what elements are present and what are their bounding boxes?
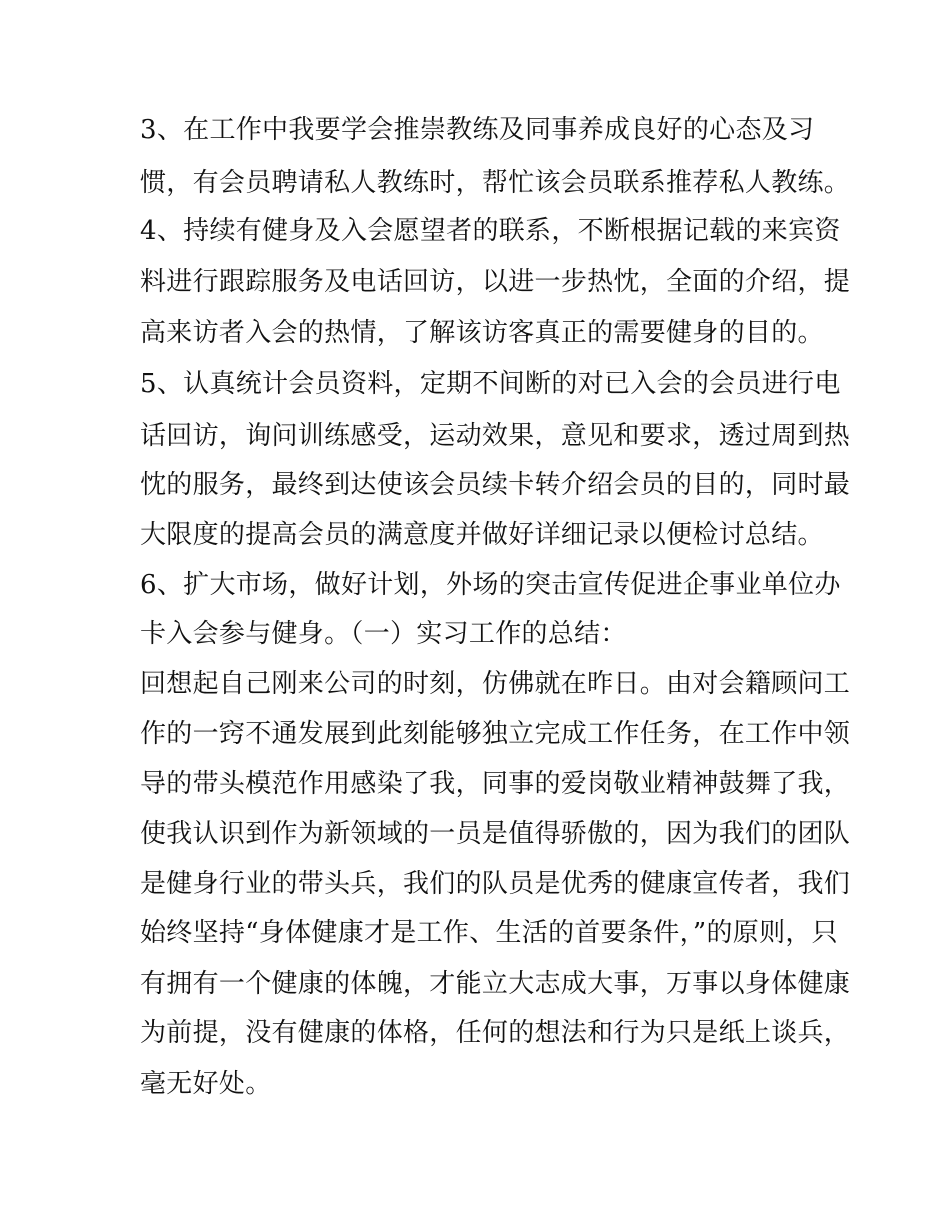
text-line-11: 卡入会参与健身。（一）实习工作的总结： [140,619,627,649]
text-line-9: 大限度的提高会员的满意度并做好详细记录以便检讨总结。 [140,520,824,550]
text-line-5: 高来访者入会的热情，了解该访客真正的需要健身的目的。 [140,318,824,348]
text-line-7: 话回访，询问训练感受，运动效果，意见和要求，透过周到热 [140,421,851,451]
text-line-20: 毫无好处。 [140,1069,272,1099]
text-line-1: 3、在工作中我要学会推崇教练及同事养成良好的心态及习 [140,115,815,145]
text-line-14: 导的带头模范作用感染了我，同事的爱岗敬业精神鼓舞了我， [140,769,851,799]
text-line-15: 使我认识到作为新领域的一员是值得骄傲的，因为我们的团队 [140,819,851,849]
text-line-4: 料进行跟踪服务及电话回访，以进一步热忱，全面的介绍，提 [140,267,851,297]
text-line-10: 6、扩大市场，做好计划，外场的突击宣传促进企事业单位办 [140,570,841,600]
text-line-12: 回想起自己刚来公司的时刻，仿佛就在昨日。由对会籍顾问工 [140,669,851,699]
text-line-8: 忱的服务，最终到达使该会员续卡转介绍会员的目的，同时最 [140,470,851,500]
text-line-6: 5、认真统计会员资料，定期不间断的对已入会的会员进行电 [140,369,841,399]
text-line-19: 为前提，没有健康的体格，任何的想法和行为只是纸上谈兵， [140,1018,851,1048]
text-line-17: 始终坚持“身体健康才是工作、生活的首要条件，”的原则，只 [140,918,838,948]
text-line-18: 有拥有一个健康的体魄，才能立大志成大事，万事以身体健康 [140,969,851,999]
text-line-3: 4、持续有健身及入会愿望者的联系，不断根据记载的来宾资 [140,216,841,246]
text-line-16: 是健身行业的带头兵，我们的队员是优秀的健康宣传者，我们 [140,869,851,899]
text-line-13: 作的一窍不通发展到此刻能够独立完成工作任务，在工作中领 [140,719,851,749]
text-line-2: 惯，有会员聘请私人教练时，帮忙该会员联系推荐私人教练。 [140,168,851,198]
